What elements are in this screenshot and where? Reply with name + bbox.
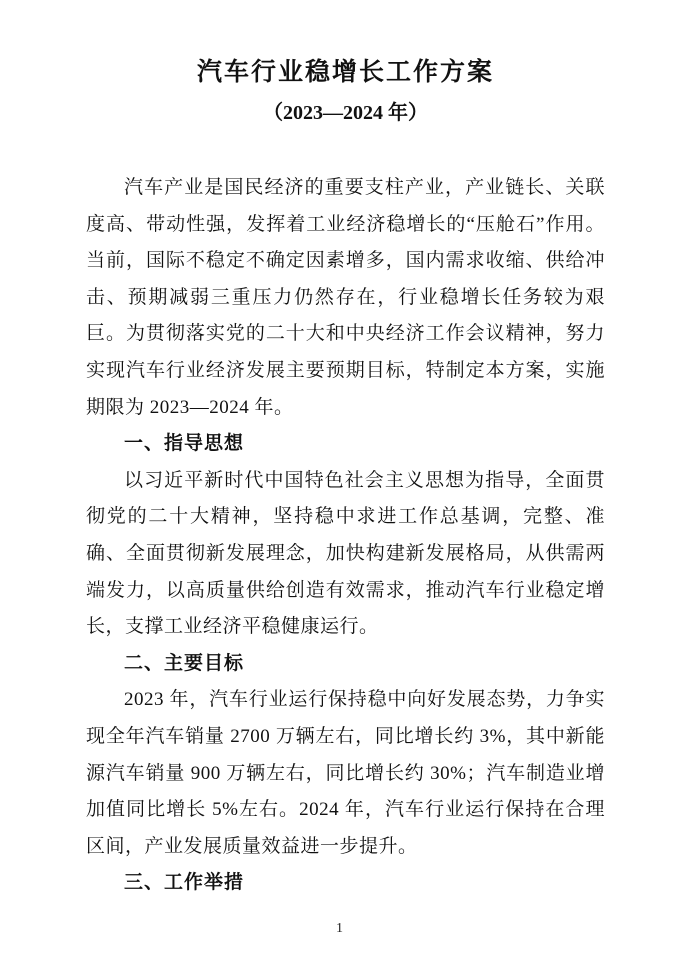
- section-heading-guiding-thought: 一、指导思想: [124, 433, 245, 455]
- section-heading-main-targets: 二、主要目标: [124, 652, 245, 674]
- paragraph-main-targets: 2023 年，汽车行业运行保持稳中向好发展态势，力争实现全年汽车销量 2700 万辆左右，同比增长约 3%，其中新能源汽车销量 900 万辆左右，同比增长约 30%；汽车制造业增加值同比增长 5%左右。2024 年，汽车行业运行保持在合理区间，产业发展质量效益进一步提升。: [86, 689, 605, 857]
- page-number: 1: [336, 921, 343, 936]
- paragraph-guiding-thought: 以习近平新时代中国特色社会主义思想为指导，全面贯彻党的二十大精神，坚持稳中求进工作总基调，完整、准确、全面贯彻新发展理念，加快构建新发展格局，从供需两端发力，以高质量供给创造有效需求，推动汽车行业稳定增长，支撑工业经济平稳健康运行。: [86, 469, 605, 638]
- document-subtitle: （2023—2024 年）: [263, 102, 428, 124]
- page-footer: [0, 919, 679, 937]
- section-heading-work-measures: 三、工作举措: [124, 872, 245, 894]
- document-body: [86, 170, 605, 902]
- document-title: 汽车行业稳增长工作方案: [196, 59, 494, 86]
- paragraph-intro: 汽车产业是国民经济的重要支柱产业，产业链长、关联度高、带动性强，发挥着工业经济稳增长的“压舱石”作用。当前，国际不稳定不确定因素增多，国内需求收缩、供给冲击、预期减弱三重压力仍然存在，行业稳增长任务较为艰巨。为贯彻落实党的二十大和中央经济工作会议精神，努力实现汽车行业经济发展主要预期目标，特制定本方案，实施期限为 2023—2024 年。: [86, 177, 605, 418]
